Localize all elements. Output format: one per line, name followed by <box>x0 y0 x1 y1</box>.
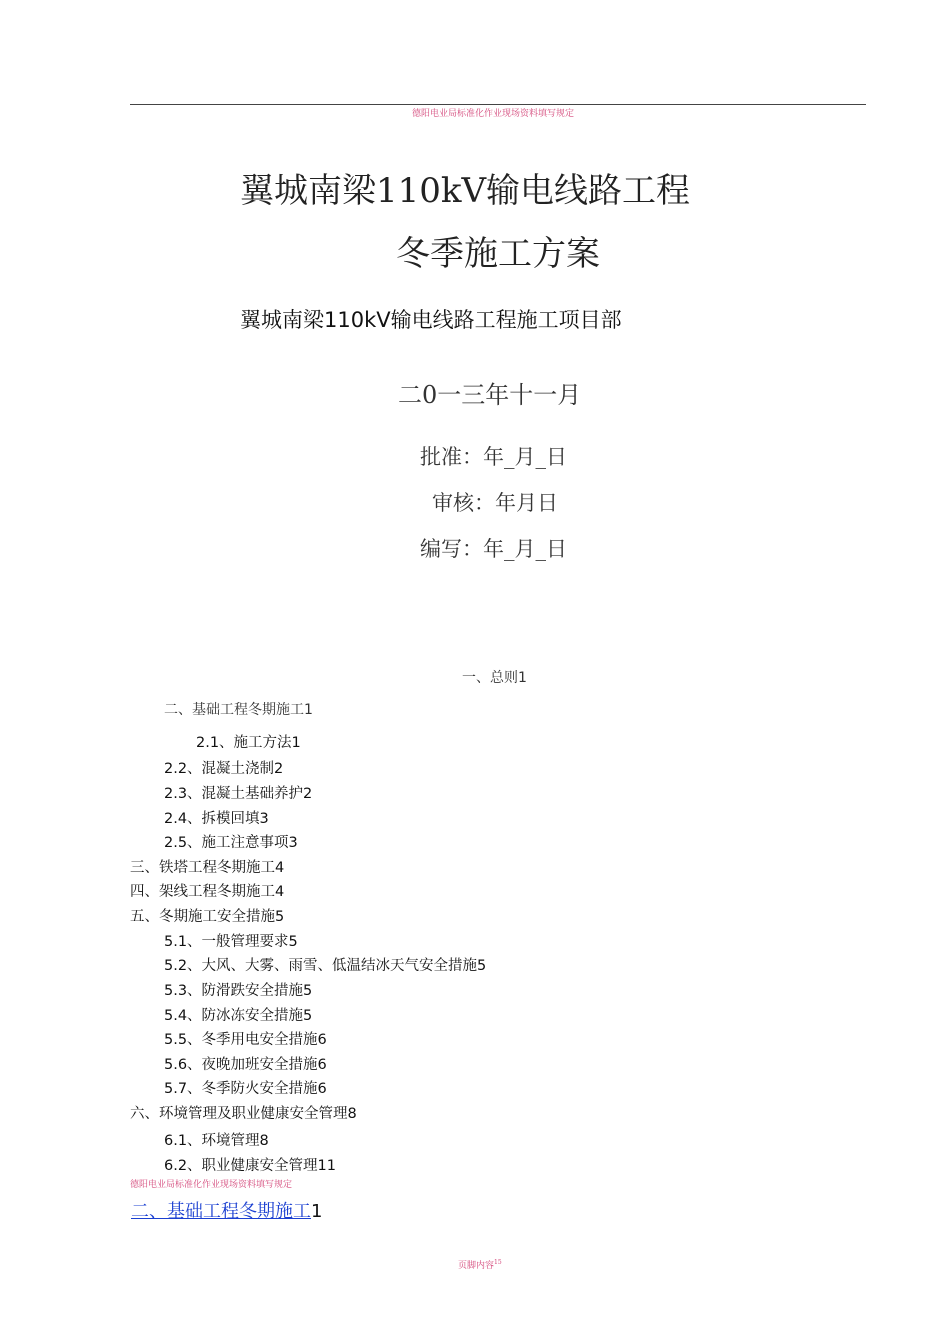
approve-line: 批准：年_月_日 <box>420 445 567 469</box>
toc-item[interactable]: 5.3、防滑跌安全措施5 <box>164 983 313 999</box>
toc-item[interactable]: 2.5、施工注意事项3 <box>164 835 298 851</box>
footer-text: 页脚内容 <box>458 1261 495 1271</box>
write-line: 编写：年_月_日 <box>420 537 567 561</box>
header-text: 德阳电业局标准化作业现场资料填写规定 <box>412 109 575 119</box>
toc-item[interactable]: 5.1、一般管理要求5 <box>164 934 298 950</box>
footer <box>458 1258 502 1271</box>
page2-header-text: 德阳电业局标准化作业现场资料填写规定 <box>130 1180 293 1190</box>
toc-item[interactable]: 5.4、防冰冻安全措施5 <box>164 1008 313 1024</box>
toc-item[interactable]: 二、基础工程冬期施工1 <box>164 702 313 718</box>
section-link[interactable]: 二、基础工程冬期施工 <box>131 1201 311 1222</box>
header-rule <box>130 104 866 105</box>
doc-title-line2: 冬季施工方案 <box>396 234 600 274</box>
toc-item[interactable]: 6.1、环境管理8 <box>164 1133 269 1149</box>
project-department: 翼城南梁110kV输电线路工程施工项目部 <box>240 308 622 332</box>
doc-date: 二0一三年十一月 <box>398 381 582 409</box>
section-heading <box>131 1197 322 1223</box>
toc-item[interactable]: 三、铁塔工程冬期施工4 <box>130 860 285 876</box>
doc-title-line1: 翼城南梁110kV输电线路工程 <box>240 171 691 211</box>
footer-page-number: 15 <box>494 1259 502 1266</box>
toc-item[interactable]: 2.2、混凝土浇制2 <box>164 761 284 777</box>
toc-item[interactable]: 5.6、夜晚加班安全措施6 <box>164 1057 327 1073</box>
toc-item[interactable]: 一、总则1 <box>462 670 527 686</box>
toc-item[interactable]: 六、环境管理及职业健康安全管理8 <box>130 1106 357 1122</box>
toc-item[interactable]: 2.3、混凝土基础养护2 <box>164 786 313 802</box>
toc-item[interactable]: 四、架线工程冬期施工4 <box>130 884 285 900</box>
toc-item[interactable]: 5.5、冬季用电安全措施6 <box>164 1032 327 1048</box>
toc-item[interactable]: 2.1、施工方法1 <box>196 735 301 751</box>
toc-item[interactable]: 5.2、大风、大雾、雨雪、低温结冰天气安全措施5 <box>164 958 487 974</box>
toc-item[interactable]: 6.2、职业健康安全管理11 <box>164 1158 337 1174</box>
toc-item[interactable]: 2.4、拆模回填3 <box>164 811 269 827</box>
section-page-number: 1 <box>311 1201 323 1222</box>
toc-item[interactable]: 五、冬期施工安全措施5 <box>130 909 285 925</box>
review-line: 审核：年月日 <box>432 491 558 515</box>
toc-item[interactable]: 5.7、冬季防火安全措施6 <box>164 1081 327 1097</box>
